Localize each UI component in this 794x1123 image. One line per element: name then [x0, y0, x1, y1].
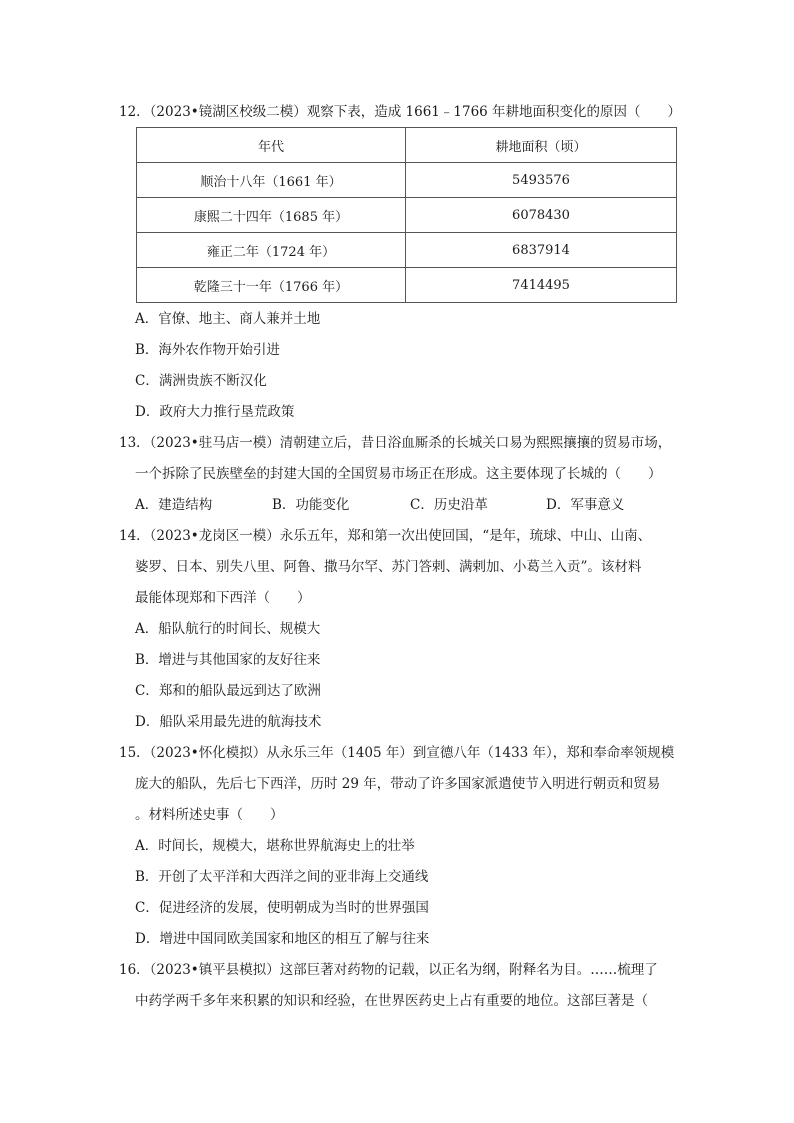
table-row	[137, 198, 677, 233]
table-header-area: 耕地面积（顷）	[406, 128, 677, 163]
table-cell-era: 乾隆三十一年（1766 年）	[137, 268, 406, 303]
question-15-stem-line-2: 庞大的船队，先后七下西洋，历时 29 年，带动了许多国家派遣使节入明进行朝贡和贸易	[135, 776, 661, 792]
question-15-option-c: C．促进经济的发展，使明朝成为当时的世界强国	[135, 900, 429, 916]
question-12-option-c: C．满洲贵族不断汉化	[135, 373, 267, 389]
question-14-option-b: B．增进与其他国家的友好往来	[135, 652, 321, 668]
question-14-stem-line-3: 最能体现郑和下西洋（ ）	[135, 590, 311, 606]
table-cell-era: 康熙二十四年（1685 年）	[137, 198, 406, 233]
question-15-option-b: B．开创了太平洋和大西洋之间的亚非海上交通线	[135, 869, 429, 885]
question-12-stem: 12．（2023•镜湖区校级二模）观察下表，造成 1661﹣1766 年耕地面积变化的原因（ ）	[119, 104, 682, 120]
question-14-option-c: C．郑和的船队最远到达了欧洲	[135, 683, 321, 699]
question-12-option-b: B．海外农作物开始引进	[135, 342, 280, 358]
table-cell-area: 6837914	[406, 233, 677, 268]
table-row	[137, 268, 677, 303]
question-14-option-d: D．船队采用最先进的航海技术	[135, 714, 322, 730]
question-12-option-a: A．官僚、地主、商人兼并土地	[135, 311, 321, 327]
question-15-stem-line-3: 。材料所述史事（ ）	[135, 807, 284, 823]
question-13-stem-line-1: 13．（2023•驻马店一模）清朝建立后，昔日浴血厮杀的长城关口易为熙熙攘攘的贸易市场，	[119, 435, 672, 451]
question-16-stem-line-1: 16．（2023•镇平县模拟）这部巨著对药物的记载，以正名为纲，附释名为目。……梳理了	[119, 962, 658, 978]
farmland-table	[136, 127, 677, 303]
question-13-option-d: D．军事意义	[546, 497, 625, 513]
question-13-option-c: C．历史沿革	[410, 497, 488, 513]
table-cell-area: 7414495	[406, 268, 677, 303]
question-12-option-d: D．政府大力推行垦荒政策	[135, 404, 295, 420]
table-row	[137, 233, 677, 268]
question-15-option-d: D．增进中国同欧美国家和地区的相互了解与往来	[135, 931, 430, 947]
table-header-era: 年代	[137, 128, 406, 163]
question-13-option-a: A．建造结构	[135, 497, 213, 513]
question-13-stem-line-2: 一个拆除了民族壁垒的封建大国的全国贸易市场正在形成。这主要体现了长城的（ ）	[135, 466, 662, 482]
question-13-option-b: B．功能变化	[272, 497, 350, 513]
table-row	[137, 163, 677, 198]
table-cell-era: 雍正二年（1724 年）	[137, 233, 406, 268]
table-cell-area: 6078430	[406, 198, 677, 233]
question-14-stem-line-2: 婆罗、日本、别失八里、阿鲁、撒马尔罕、苏门答剌、满剌加、小葛兰入贡”。该材料	[135, 559, 642, 575]
question-16-stem-line-2: 中药学两千多年来积累的知识和经验，在世界医药史上占有重要的地位。这部巨著是（	[135, 993, 648, 1009]
question-14-option-a: A．船队航行的时间长、规模大	[135, 621, 321, 637]
table-cell-area: 5493576	[406, 163, 677, 198]
question-15-stem-line-1: 15．（2023•怀化模拟）从永乐三年（1405 年）到宣德八年（1433 年），郑和奉命率领规模	[119, 745, 675, 761]
table-header-row	[137, 128, 677, 163]
question-15-option-a: A．时间长，规模大，堪称世界航海史上的壮举	[135, 838, 415, 854]
question-14-stem-line-1: 14．（2023•龙岗区一模）永乐五年，郑和第一次出使回国，“是年，琉球、中山、山南、	[119, 528, 652, 544]
table-cell-era: 顺治十八年（1661 年）	[137, 163, 406, 198]
